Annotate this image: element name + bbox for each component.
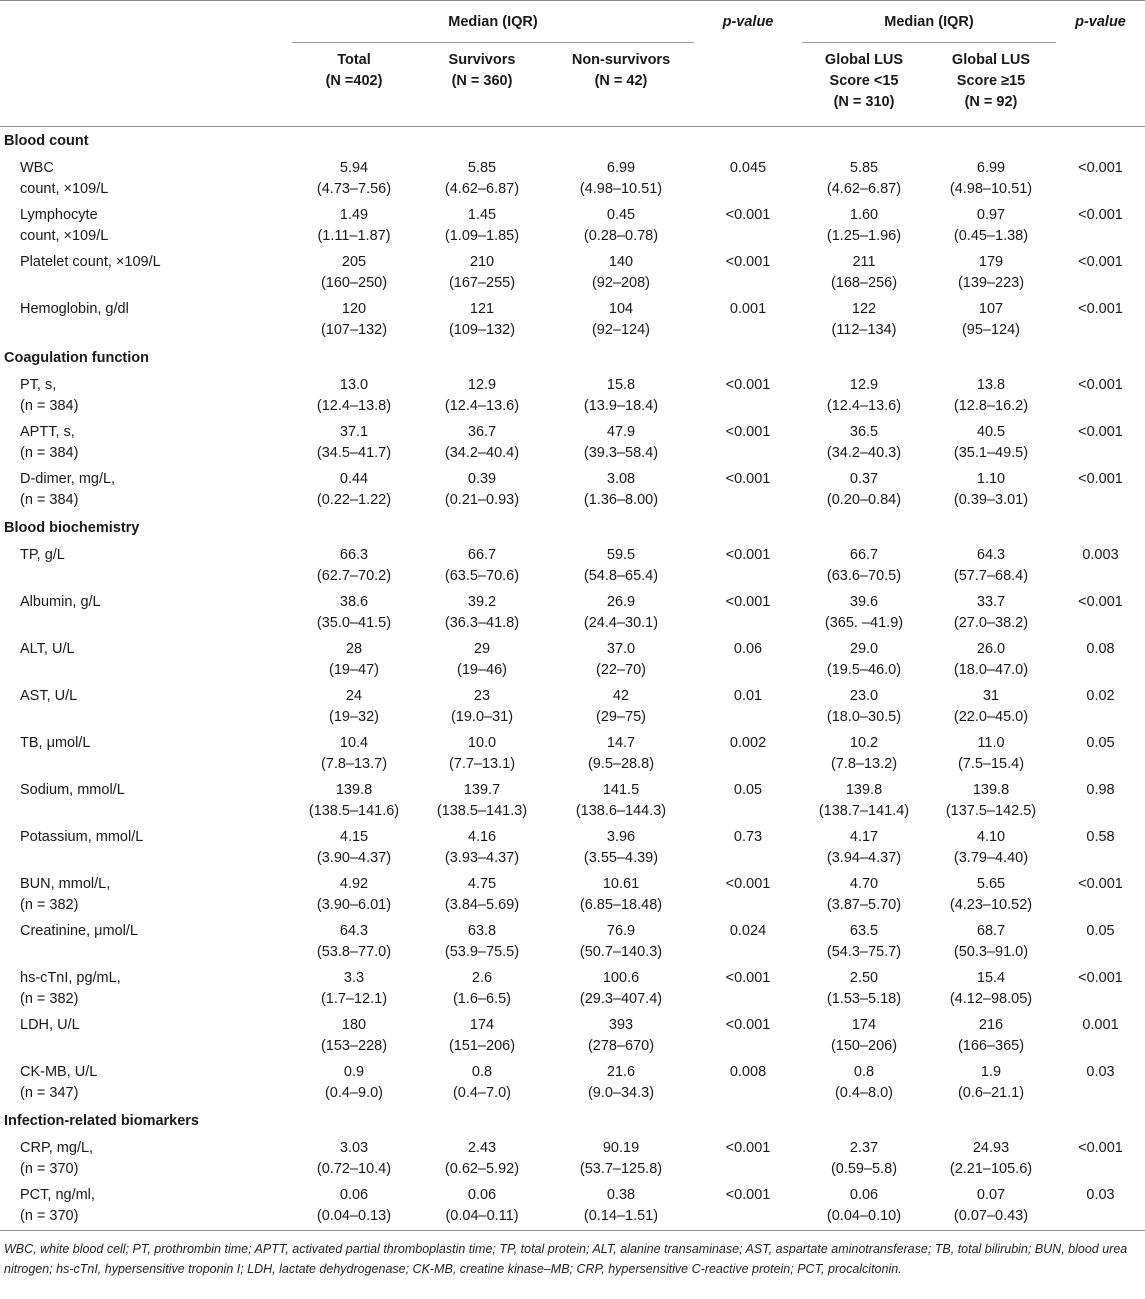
total-cell: 37.1 (34.5–41.7) [316, 424, 392, 461]
lus-ge15-cell: 13.8 (12.8–16.2) [953, 377, 1029, 414]
survivors-cell: 63.8 (53.9–75.5) [444, 923, 520, 960]
lus-ge15-cell: 0.07 (0.07–0.43) [953, 1187, 1029, 1224]
pvalue2-cell: <0.001 [1078, 377, 1123, 393]
lus-ge15-cell: 24.93 (2.21–105.6) [949, 1140, 1033, 1177]
table-row [0, 872, 1145, 919]
survivors-cell: 5.85 (4.62–6.87) [444, 160, 520, 197]
lus-lt15-cell: 23.0 (18.0–30.5) [826, 688, 902, 725]
survivors-cell: 0.06 (0.04–0.11) [445, 1187, 519, 1224]
non-survivors-cell: 393 (278–670) [587, 1017, 655, 1054]
lus-lt15-cell: 12.9 (12.4–13.6) [826, 377, 902, 414]
lus-lt15-cell: 5.85 (4.62–6.87) [826, 160, 902, 197]
lus-ge15-cell: 15.4 (4.12–98.05) [949, 970, 1033, 1007]
total-cell: 139.8 (138.5–141.6) [308, 782, 400, 819]
row-label: CRP, mg/L, (n = 370) [20, 1140, 94, 1177]
total-cell: 180 (153–228) [320, 1017, 388, 1054]
pvalue2-cell: <0.001 [1078, 424, 1123, 440]
lus-ge15-cell: 68.7 (50.3–91.0) [953, 923, 1029, 960]
group2-header: Median (IQR) [802, 1, 1056, 43]
pvalue2-cell: 0.02 [1086, 688, 1115, 704]
lus-lt15-cell: 29.0 (19.5–46.0) [826, 641, 902, 678]
table-row [0, 590, 1145, 637]
pvalue1-cell: 0.045 [729, 160, 767, 176]
lus-ge15-cell: 26.0 (18.0–47.0) [953, 641, 1029, 678]
lus-lt15-cell: 36.5 (34.2–40.3) [826, 424, 902, 461]
lus-lt15-cell: 0.06 (0.04–0.10) [826, 1187, 902, 1224]
non-survivors-cell: 104 (92–124) [591, 301, 651, 338]
lus-ge15-cell: 40.5 (35.1–49.5) [953, 424, 1029, 461]
pvalue2-cell: 0.03 [1086, 1187, 1115, 1203]
row-label: Platelet count, ×109/L [20, 254, 161, 270]
pvalue1-cell: <0.001 [725, 254, 771, 270]
non-survivors-cell: 0.38 (0.14–1.51) [583, 1187, 659, 1224]
lus-lt15-cell: 1.60 (1.25–1.96) [826, 207, 902, 244]
pvalue2-cell: 0.05 [1086, 735, 1115, 751]
table-row [0, 731, 1145, 778]
non-survivors-cell: 47.9 (39.3–58.4) [583, 424, 659, 461]
lus-lt15-cell: 63.5 (54.3–75.7) [826, 923, 902, 960]
total-cell: 10.4 (7.8–13.7) [320, 735, 388, 772]
pvalue2-cell: 0.001 [1082, 1017, 1119, 1033]
pvalue1-cell: 0.008 [729, 1064, 767, 1080]
table-row [0, 1013, 1145, 1060]
row-label: Creatinine, μmol/L [20, 923, 138, 939]
table-row [0, 1060, 1145, 1107]
row-label: Lymphocyte count, ×109/L [20, 207, 109, 244]
lus-lt15-cell: 174 (150–206) [830, 1017, 898, 1054]
pvalue1-cell: 0.01 [733, 688, 763, 704]
non-survivors-cell: 14.7 (9.5–28.8) [587, 735, 655, 772]
total-cell: 38.6 (35.0–41.5) [316, 594, 392, 631]
pvalue2-cell: 0.98 [1086, 782, 1115, 798]
pvalue1-cell: 0.002 [729, 735, 767, 751]
total-cell: 4.15 (3.90–4.37) [316, 829, 392, 866]
lus-lt15-cell: 2.50 (1.53–5.18) [826, 970, 902, 1007]
survivors-cell: 139.7 (138.5–141.3) [436, 782, 528, 819]
section-row [0, 514, 1145, 543]
survivors-cell: 1.45 (1.09–1.85) [444, 207, 520, 244]
pvalue1-cell: 0.05 [733, 782, 763, 798]
pvalue1-cell: <0.001 [725, 594, 771, 610]
table-header [0, 1, 1145, 127]
table-row [0, 420, 1145, 467]
table-row [0, 684, 1145, 731]
col-header-survivors: Survivors (N = 360) [448, 52, 516, 89]
survivors-cell: 23 (19.0–31) [450, 688, 514, 725]
total-cell: 1.49 (1.11–1.87) [317, 207, 391, 244]
non-survivors-cell: 140 (92–208) [591, 254, 651, 291]
pvalue2-cell: <0.001 [1078, 207, 1123, 223]
pvalue2-cell: 0.03 [1086, 1064, 1115, 1080]
pvalue2-cell: 0.003 [1082, 547, 1119, 563]
total-cell: 120 (107–132) [320, 301, 388, 338]
col-header-total: Total (N =402) [325, 52, 383, 89]
pvalue2-cell: <0.001 [1078, 876, 1123, 892]
non-survivors-cell: 0.45 (0.28–0.78) [583, 207, 659, 244]
pvalue1-cell: 0.024 [729, 923, 767, 939]
row-label: Albumin, g/L [20, 594, 101, 610]
total-cell: 3.3 (1.7–12.1) [320, 970, 388, 1007]
table-row [0, 966, 1145, 1013]
pvalue1-cell: <0.001 [725, 1187, 771, 1203]
row-label: hs-cTnI, pg/mL, (n = 382) [20, 970, 121, 1007]
lus-lt15-cell: 4.70 (3.87–5.70) [826, 876, 902, 913]
survivors-cell: 174 (151–206) [448, 1017, 516, 1054]
lus-lt15-cell: 139.8 (138.7–141.4) [818, 782, 910, 819]
total-cell: 66.3 (62.7–70.2) [316, 547, 392, 584]
section-row [0, 1107, 1145, 1136]
pvalue2-cell: <0.001 [1078, 594, 1123, 610]
non-survivors-cell: 59.5 (54.8–65.4) [583, 547, 659, 584]
pvalue2-header: p-value [1075, 14, 1126, 30]
lus-lt15-cell: 10.2 (7.8–13.2) [830, 735, 898, 772]
lus-ge15-cell: 179 (139–223) [957, 254, 1025, 291]
blank-header [0, 1, 292, 43]
table-row [0, 250, 1145, 297]
total-cell: 0.9 (0.4–9.0) [324, 1064, 384, 1101]
row-label: APTT, s, (n = 384) [20, 424, 79, 461]
table-row [0, 637, 1145, 684]
row-label: ALT, U/L [20, 641, 75, 657]
row-label: D-dimer, mg/L, (n = 384) [20, 471, 116, 508]
total-cell: 28 (19–47) [329, 641, 379, 678]
pvalue2-cell: 0.05 [1086, 923, 1115, 939]
pvalue1-cell: <0.001 [725, 471, 771, 487]
row-label: Sodium, mmol/L [20, 782, 125, 798]
lus-lt15-cell: 39.6 (365. –41.9) [824, 594, 904, 631]
total-cell: 4.92 (3.90–6.01) [316, 876, 392, 913]
table-row [0, 297, 1145, 344]
section-title: Infection-related biomarkers [4, 1113, 199, 1129]
table-row [0, 1136, 1145, 1183]
non-survivors-cell: 10.61 (6.85–18.48) [579, 876, 663, 913]
survivors-cell: 12.9 (12.4–13.6) [444, 377, 520, 414]
lus-ge15-cell: 139.8 (137.5–142.5) [945, 782, 1037, 819]
pvalue2-cell: <0.001 [1078, 160, 1123, 176]
pvalue1-cell: <0.001 [725, 424, 771, 440]
table-row [0, 373, 1145, 420]
row-label: AST, U/L [20, 688, 78, 704]
row-label: TB, μmol/L [20, 735, 91, 751]
row-label: LDH, U/L [20, 1017, 80, 1033]
lus-lt15-cell: 0.8 (0.4–8.0) [834, 1064, 894, 1101]
pvalue1-cell: 0.73 [733, 829, 763, 845]
survivors-cell: 39.2 (36.3–41.8) [444, 594, 520, 631]
lus-ge15-cell: 4.10 (3.79–4.40) [953, 829, 1029, 866]
table-body [0, 127, 1145, 1231]
non-survivors-cell: 100.6 (29.3–407.4) [579, 970, 663, 1007]
row-label: PT, s, (n = 384) [20, 377, 79, 414]
row-label: BUN, mmol/L, (n = 382) [20, 876, 111, 913]
total-cell: 64.3 (53.8–77.0) [316, 923, 392, 960]
non-survivors-cell: 141.5 (138.6–144.3) [575, 782, 667, 819]
non-survivors-cell: 3.96 (3.55–4.39) [583, 829, 659, 866]
total-cell: 24 (19–32) [329, 688, 379, 725]
lus-lt15-cell: 2.37 (0.59–5.8) [830, 1140, 898, 1177]
table-row [0, 467, 1145, 514]
pvalue2-cell: <0.001 [1078, 970, 1123, 986]
pvalue1-cell: 0.001 [729, 301, 767, 317]
lus-lt15-cell: 0.37 (0.20–0.84) [826, 471, 902, 508]
table-row [0, 778, 1145, 825]
section-title: Coagulation function [4, 350, 149, 366]
table-row [0, 919, 1145, 966]
table-row [0, 203, 1145, 250]
non-survivors-cell: 76.9 (50.7–140.3) [579, 923, 663, 960]
survivors-cell: 10.0 (7.7–13.1) [448, 735, 516, 772]
non-survivors-cell: 90.19 (53.7–125.8) [579, 1140, 663, 1177]
non-survivors-cell: 6.99 (4.98–10.51) [579, 160, 663, 197]
survivors-cell: 0.39 (0.21–0.93) [444, 471, 520, 508]
table-row [0, 1183, 1145, 1231]
pvalue2-cell: <0.001 [1078, 301, 1123, 317]
row-label: CK-MB, U/L (n = 347) [20, 1064, 98, 1101]
pvalue2-cell: <0.001 [1078, 1140, 1123, 1156]
lus-ge15-cell: 6.99 (4.98–10.51) [949, 160, 1033, 197]
pvalue1-cell: <0.001 [725, 1017, 771, 1033]
non-survivors-cell: 15.8 (13.9–18.4) [583, 377, 659, 414]
row-label: TP, g/L [20, 547, 65, 563]
survivors-cell: 0.8 (0.4–7.0) [452, 1064, 512, 1101]
section-title: Blood count [4, 133, 89, 149]
col-header-lus-lt15: Global LUS Score <15 (N = 310) [824, 52, 904, 110]
pvalue1-cell: <0.001 [725, 970, 771, 986]
table-row [0, 543, 1145, 590]
survivors-cell: 36.7 (34.2–40.4) [444, 424, 520, 461]
row-label: Potassium, mmol/L [20, 829, 144, 845]
table-row [0, 825, 1145, 872]
lus-ge15-cell: 216 (166–365) [957, 1017, 1025, 1054]
pvalue1-cell: <0.001 [725, 377, 771, 393]
section-row [0, 344, 1145, 373]
lus-ge15-cell: 0.97 (0.45–1.38) [953, 207, 1029, 244]
pvalue1-cell: <0.001 [725, 876, 771, 892]
pvalue2-cell: <0.001 [1078, 471, 1123, 487]
non-survivors-cell: 3.08 (1.36–8.00) [583, 471, 659, 508]
col-header-non-survivors: Non-survivors (N = 42) [571, 52, 671, 89]
pvalue1-cell: <0.001 [725, 547, 771, 563]
survivors-cell: 4.16 (3.93–4.37) [444, 829, 520, 866]
total-cell: 13.0 (12.4–13.8) [316, 377, 392, 414]
survivors-cell: 121 (109–132) [448, 301, 516, 338]
pvalue1-cell: <0.001 [725, 207, 771, 223]
pvalue1-cell: <0.001 [725, 1140, 771, 1156]
pvalue1-cell: 0.06 [733, 641, 763, 657]
pvalue2-cell: 0.58 [1086, 829, 1115, 845]
row-label: PCT, ng/ml, (n = 370) [20, 1187, 95, 1224]
survivors-cell: 210 (167–255) [448, 254, 516, 291]
lus-lt15-cell: 4.17 (3.94–4.37) [826, 829, 902, 866]
pvalue1-header: p-value [722, 14, 774, 30]
survivors-cell: 29 (19–46) [457, 641, 507, 678]
survivors-cell: 2.6 (1.6–6.5) [452, 970, 512, 1007]
survivors-cell: 66.7 (63.5–70.6) [444, 547, 520, 584]
non-survivors-cell: 37.0 (22–70) [596, 641, 646, 678]
pvalue2-cell: <0.001 [1078, 254, 1123, 270]
lus-ge15-cell: 1.9 (0.6–21.1) [957, 1064, 1025, 1101]
group1-header: Median (IQR) [292, 1, 694, 43]
lus-lt15-cell: 211 (168–256) [830, 254, 898, 291]
pvalue2-cell: 0.08 [1086, 641, 1115, 657]
lus-lt15-cell: 122 (112–134) [831, 301, 897, 338]
table-row [0, 156, 1145, 203]
non-survivors-cell: 26.9 (24.4–30.1) [583, 594, 659, 631]
lus-ge15-cell: 107 (95–124) [961, 301, 1021, 338]
lus-ge15-cell: 1.10 (0.39–3.01) [953, 471, 1029, 508]
total-cell: 0.44 (0.22–1.22) [316, 471, 392, 508]
section-row [0, 127, 1145, 157]
lus-ge15-cell: 33.7 (27.0–38.2) [953, 594, 1029, 631]
total-cell: 0.06 (0.04–0.13) [316, 1187, 392, 1224]
non-survivors-cell: 21.6 (9.0–34.3) [587, 1064, 655, 1101]
survivors-cell: 2.43 (0.62–5.92) [444, 1140, 520, 1177]
total-cell: 205 (160–250) [320, 254, 388, 291]
total-cell: 3.03 (0.72–10.4) [316, 1140, 392, 1177]
lus-ge15-cell: 64.3 (57.7–68.4) [953, 547, 1029, 584]
section-title: Blood biochemistry [4, 520, 140, 536]
row-label: WBC count, ×109/L [20, 160, 109, 197]
lus-ge15-cell: 31 (22.0–45.0) [953, 688, 1029, 725]
lus-lt15-cell: 66.7 (63.6–70.5) [826, 547, 902, 584]
non-survivors-cell: 42 (29–75) [596, 688, 646, 725]
survivors-cell: 4.75 (3.84–5.69) [444, 876, 520, 913]
col-header-lus-ge15: Global LUS Score ≥15 (N = 92) [951, 52, 1031, 110]
table-footnote: WBC, white blood cell; PT, prothrombin time; APTT, activated partial thromboplastin time; TP, total protein; ALT, alanine transaminase; AST, aspartate aminotransferase; TB, total bilirubin; BUN, blood urea nitrogen; hs-cTnI, hypersensitive troponin I; LDH, lactate dehydrogenase; CK-MB, creatine kinase–MB; CRP, hypersensitive C-reactive protein; PCT, procalcitonin. [0, 1231, 1145, 1280]
total-cell: 5.94 (4.73–7.56) [316, 160, 392, 197]
lus-ge15-cell: 5.65 (4.23–10.52) [949, 876, 1033, 913]
row-label: Hemoglobin, g/dl [20, 301, 129, 317]
lus-ge15-cell: 11.0 (7.5–15.4) [957, 735, 1025, 772]
